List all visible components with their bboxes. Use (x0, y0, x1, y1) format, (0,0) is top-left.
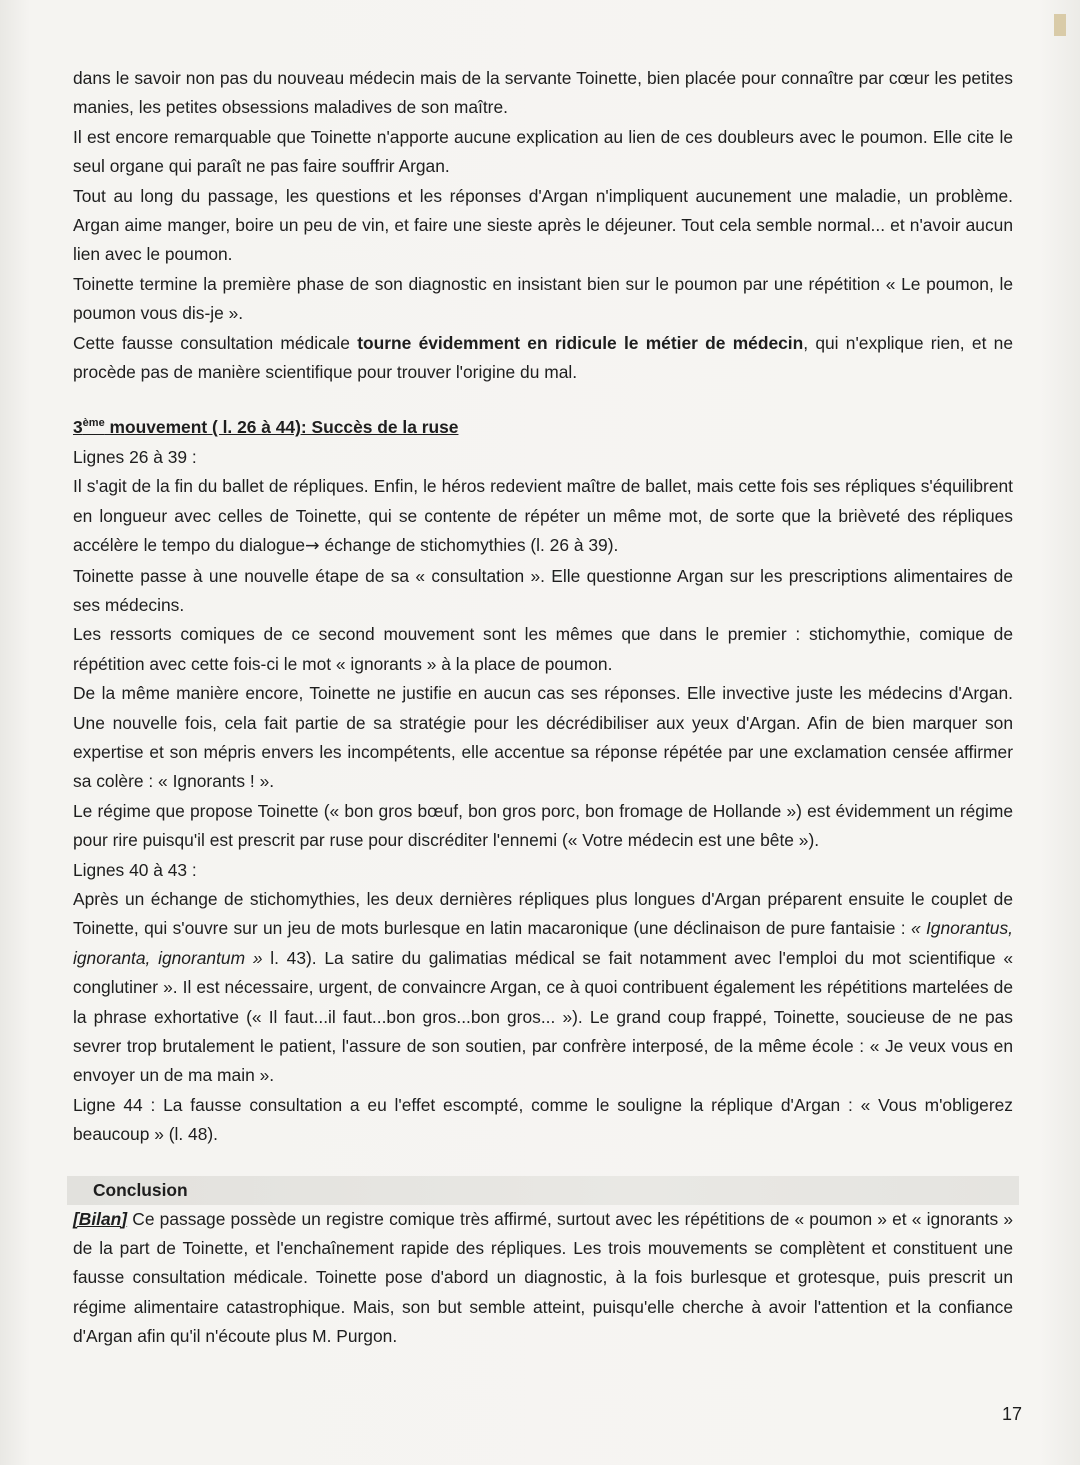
paragraph: Il est encore remarquable que Toinette n'apporte aucune explication au lien de ces doubleurs avec le poumon. Elle cite le seul organe qui paraît ne pas faire souffrir Argan. (73, 126, 1013, 177)
page-number: 17 (1001, 1404, 1022, 1424)
document-body (73, 64, 1013, 1352)
bilan-label: [Bilan] (73, 1208, 128, 1229)
line-range-label: Lignes 26 à 39 : (73, 446, 197, 467)
paragraph: Les ressorts comiques de ce second mouvement sont les mêmes que dans le premier : stichomythie, comique de répétition avec cette fois-ci le mot « ignorants » à la place de poumon. (73, 624, 1013, 674)
conclusion-heading: Conclusion (67, 1176, 1019, 1205)
paragraph: Ligne 44 : La fausse consultation a eu l'effet escompté, comme le souligne la réplique d'Argan : « Vous m'obligerez beaucoup » (l. 48). (73, 1094, 1013, 1145)
paragraph: De la même manière encore, Toinette ne justifie en aucun cas ses réponses. Elle invective juste les médecins d'Argan. Une nouvelle fois, cela fait partie de sa stratégie pour les décrédibiliser aux yeux d'Argan. Afin de bien marquer son expertise et son mépris envers les incompétents, elle accentue sa réponse répétée par une exclamation censée affirmer sa colère : « Ignorants ! ». (73, 683, 1013, 792)
page-corner-tab (1054, 14, 1066, 36)
line-range-label: Lignes 40 à 43 : (73, 859, 197, 880)
paragraph: Toinette passe à une nouvelle étape de sa « consultation ». Elle questionne Argan sur les prescriptions alimentaires de ses médecins. (73, 565, 1013, 615)
bold-phrase: tourne évidemment en ridicule le métier de médecin (357, 332, 804, 353)
paragraph: Après un échange de stichomythies, les deux dernières répliques plus longues d'Argan préparent ensuite le couplet de Toinette, qui s'ouvre sur un jeu de mots burlesque en latin macaronique (une déclinaison de pure fantaisie : « Ignorantus, ignoranta, ignorantum » l. 43). La satire du galimatias médical se fait notamment avec l'emploi du mot scientifique « conglutiner ». Il est nécessaire, urgent, de convaincre Argan, ce à quoi contribuent également les répétitions martelées de la phrase exhortative (« Il faut...il faut...bon gros...bon gros... »). Le grand coup frappé, Toinette, soucieuse de ne pas sevrer trop brutalement le patient, l'assure de son soutien, par confrère interposé, de la même école : « Je veux vous en envoyer un de ma main ». (73, 888, 1013, 1086)
conclusion-paragraph: [Bilan] Ce passage possède un registre comique très affirmé, surtout avec les répétitions de « poumon » et « ignorants » de la part de Toinette, et l'enchaînement rapide des répliques. Les trois mouvements se complètent et constituent une fausse consultation médicale. Toinette pose d'abord un diagnostic, à la fois burlesque et grotesque, puis prescrit un régime alimentaire catastrophique. Mais, son but semble atteint, puisqu'elle cherche à avoir l'attention et la confiance d'Argan afin qu'il n'écoute plus M. Purgon. (73, 1208, 1013, 1347)
paragraph-ridicule: Cette fausse consultation médicale tourne évidemment en ridicule le métier de médecin, qui n'explique rien, et ne procède pas de manière scientifique pour trouver l'origine du mal. (73, 332, 1013, 383)
paragraph: Le régime que propose Toinette (« bon gros bœuf, bon gros porc, bon fromage de Hollande ») est évidemment un régime pour rire puisqu'il est prescrit par ruse pour discréditer l'ennemi (« Votre médecin est une bête »). (73, 800, 1013, 851)
paragraph: Toinette termine la première phase de son diagnostic en insistant bien sur le poumon par une répétition « Le poumon, le poumon vous dis-je ». (73, 273, 1013, 324)
paragraph: Tout au long du passage, les questions et les réponses d'Argan n'impliquent aucunement une maladie, un problème. Argan aime manger, boire un peu de vin, et faire une sieste après le déjeuner. Tout cela semble normal... et n'avoir aucun lien avec le poumon. (73, 185, 1013, 265)
paragraph: dans le savoir non pas du nouveau médecin mais de la servante Toinette, bien placée pour connaître par cœur les petites manies, les petites obsessions maladives de son maître. (73, 68, 1013, 118)
section-heading: 3ème mouvement ( l. 26 à 44): Succès de la ruse (73, 417, 459, 438)
latin-quote: « Ignorantus, ignoranta, ignorantum » (73, 918, 1013, 968)
arrow-icon: → (305, 536, 320, 557)
paragraph: Il s'agit de la fin du ballet de répliques. Enfin, le héros redevient maître de ballet, mais cette fois ses répliques s'équilibrent en longueur avec celles de Toinette, qui se contente de répéter un même mot, de sorte que la brièveté des répliques accélère le tempo du dialogue→ échange de stichomythies (l. 26 à 39). (73, 476, 1013, 557)
